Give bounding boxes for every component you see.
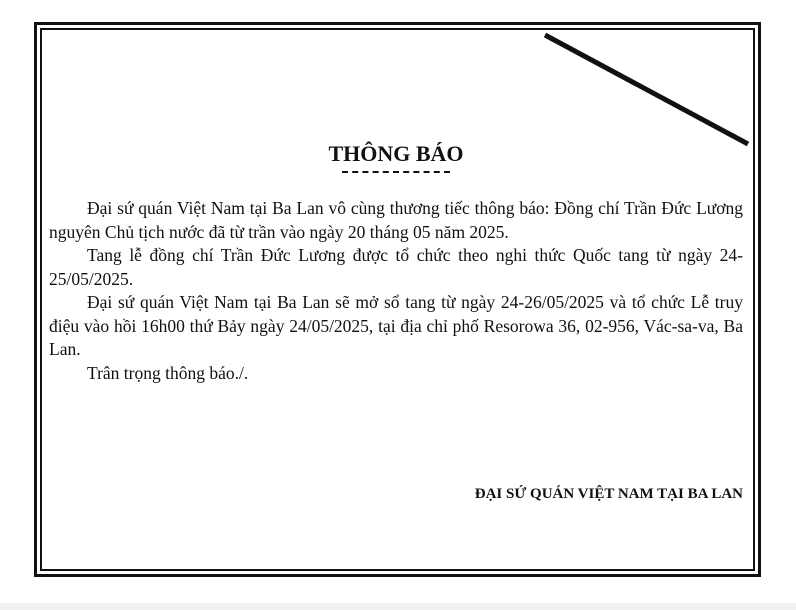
paragraph-closing: Trân trọng thông báo./. [87, 362, 249, 383]
paragraph-funeral: Tang lễ đồng chí Trần Đức Lương được tổ chức theo nghi thức Quốc tang từ ngày 24-25/05/2025. [49, 245, 743, 289]
paragraph-condolence-book: Đại sứ quán Việt Nam tại Ba Lan sẽ mở sổ tang từ ngày 24-26/05/2025 và tổ chức Lễ truy điệu vào hồi 16h00 thứ Bảy ngày 24/05/2025, tại địa chỉ phố Resorowa 36, 02-956, Vác-sa-va, Ba Lan. [49, 292, 743, 359]
notice-title: THÔNG BÁO [328, 141, 464, 166]
notice-content [49, 140, 743, 502]
notice-body [49, 197, 743, 385]
title-underline-dashes [342, 171, 450, 177]
signature-embassy: ĐẠI SỨ QUÁN VIỆT NAM TẠI BA LAN [474, 486, 743, 502]
paragraph-announcement: Đại sứ quán Việt Nam tại Ba Lan vô cùng thương tiếc thông báo: Đồng chí Trần Đức Lương nguyên Chủ tịch nước đã từ trần vào ngày 20 tháng 05 năm 2025. [49, 198, 743, 242]
